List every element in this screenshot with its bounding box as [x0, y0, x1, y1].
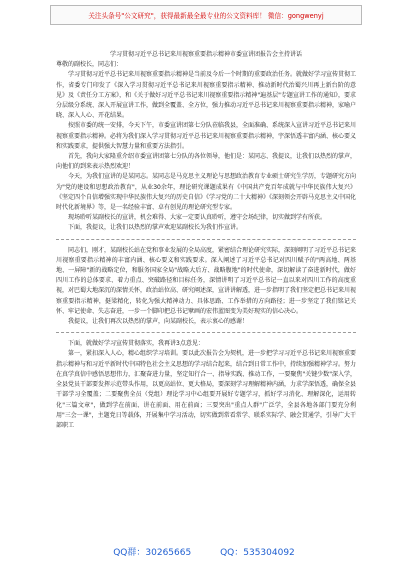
promo-banner: 关注头条号"公文研究"，获得最新最全最专业的公文资料库！ 微信：gongwenyj [50, 5, 362, 25]
paragraph: 我提议，让我们再次以热烈的掌声，向某副校长，表示衷心的感谢！ [68, 318, 249, 326]
paragraph: 学习贯彻习近平总书记来川视察重要指示精神是当前及今后一个时期的重要政治任务。就做好学习宣传贯彻工作，省委专门印发了《深入学习贯彻习近平总书记来川视察重要指示精神、推动新时代治蜀兴川再上新台阶的意见》及《责任分工方案》，和《关于做好习近平总书记来川视察重要指示精神"遍基层"专题宣讲工作的通知》，要求分层级分系统、深入开展宣讲工作，做到全覆盖、全方位，强力推动习近平总书记来川视察重要指示精神，家喻户晓、深入人心、开花结果。 [56, 71, 357, 120]
document-body [56, 50, 356, 431]
paragraph: 下面，我提议，让我们以热烈的掌声欢迎某副校长为我们作宣讲。 [68, 224, 243, 232]
closing-intro: 下面，就做好学习宣传贯彻落实，我再讲3点意见： [68, 340, 204, 348]
qq-label: QQ：535304092 [220, 548, 295, 558]
paragraph: 今天，为我们宣讲的是某同志。某同志是马克思主义理论与思想政治教育专业硕士研究生学历，专题研究方向为"党的建设和思想政治教育"，从业30余年，理论研究课题成果有《中国共产党百年成就与中华民族伟大复兴》《坚定四个自信增强实现中华民族伟大复兴的历史自信》《学习党的二十大精神》《深刻领会开辟马克思主义中国化时代化新境界》等，是一名经验丰富、卓有创见的理论研究型专家。 [56, 173, 357, 212]
paragraph: 按照市委的统一安排，今天下午，市委宣讲团第七分队莅临我县，全面准确、系统深入宣讲习近平总书记来川视察重要指示精神。必将为我们深入学习贯彻习近平总书记来川视察重要指示精神，宇深悟透丰富内涵、核心要义和实践要求，提供强大智慧力量和重要方法指引。 [56, 122, 357, 150]
paragraph: 首先，我向大家隆重介绍市委宣讲团第七分队的各位领导，他们是：某同志、我提议，让我们以热烈的掌声，向他们的到来表示热烈欢迎！ [56, 153, 357, 171]
section-divider [56, 332, 356, 333]
salutation: 尊敬的副校长，同志们： [56, 61, 123, 69]
paragraph: 同志们，刚才，某副校长站在党和事业发展的全局高度，紧密结合理论研究实际，深刻阐明了习近平总书记来川视察重要指示精神的丰富内涵、核心要义和实践要求。深入阐述了习近平总书记对四川赋予的"两高地、两基地、一屏障"新的战略定位，和服务国家全局"战略大后方、战略腹地"的时代使命，深切解读了奋进新时代，做好四川工作的总体要求、着力重点、突破路径和目标任务，深情讲明了习近平总书记一直以来对四川工作的高度重视，对巴蜀大地深沉的深情关怀，政治站位高、研究阐述深，宣讲讲解透，进一步指明了我们坚定把总书记来川视察重要指示精神，挺梁精化，转化为强大精神动力、具体思路、工作举措的方向路径；进一步坚定了我们铭记关怀、牢记使命、失志奋进，一步一个脚印把总书记擘画的宏伟蓝图变为美好现实的信心决心。 [56, 246, 357, 315]
qq-group-label: QQ群：30265665 [113, 548, 192, 558]
section-divider [56, 239, 356, 240]
paragraph: 现场聆听某副校长的宣讲，机会难得、大家一定要认真聆听，遵守会场纪律，切实做到学有所获。 [68, 214, 327, 222]
document-title: 学习贯彻习近平总书记来川视察重要指示精神市委宣讲团报告会主持讲话 [109, 51, 302, 58]
paragraph: 第一，紧扣深入人心，精心组织学习培训。要以此次报告会为契机，进一步把学习习近平总书记来川视察重要指示精神与和习近平新时代中国特色社会主义思想的学习结合起来，结合到日常工作中，持续加强精神学习。努力在真学真信中感悟思想伟力，汇聚奋进力量，坚定知行合一、指导实践、推动工作，一要聚焦"关键少数"深入学，全县党员干部要发挥示范带头作用，以更高站位、更大格局，要深刻学习理解精神内涵，力求学深悟透，确保全县干部学习全覆盖；二要聚焦全员（党组）理论学习中心组要开展好专题学习，抓好学习消化、理解深化，运用转化"三篇文章"，做到学在前面、讲在前面、用在前面；三要突出"重点人群"广泛学，全县各地各部门要充分利用"三会一课"，主题党日等载体，开展集中学习活动，切实做到常看常学、联系实际学、融会贯通学，引导广大干部职工 [56, 350, 357, 429]
contact-footer [0, 545, 408, 558]
